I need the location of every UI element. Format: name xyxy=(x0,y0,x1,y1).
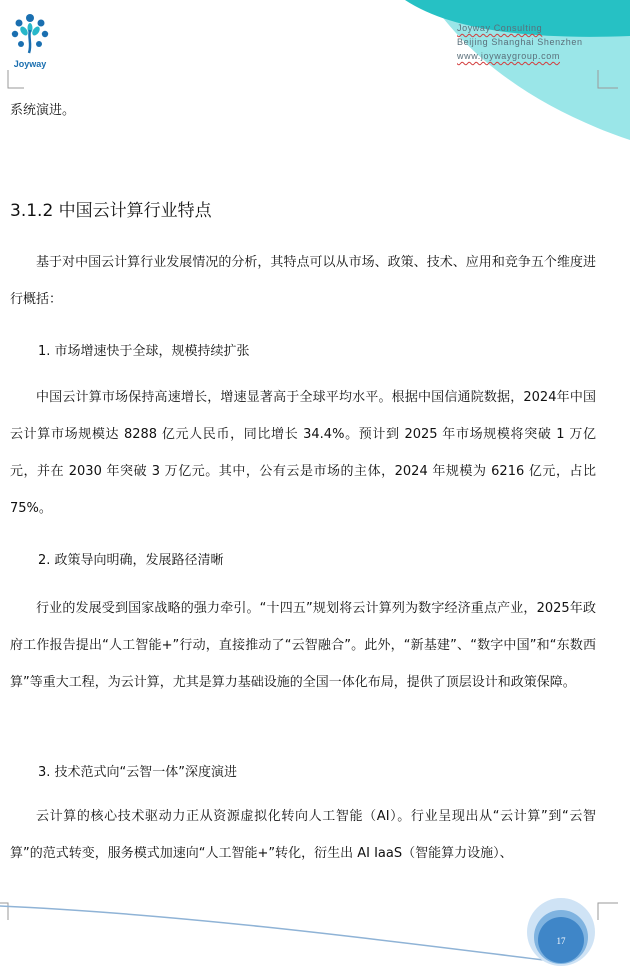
header-line-company: Joyway Consulting xyxy=(457,23,543,33)
carryover-paragraph: 系统演进。 xyxy=(10,103,76,118)
crop-mark-bottom-right xyxy=(598,903,618,920)
header-company-info xyxy=(457,21,583,63)
point-3-body: 云计算的核心技术驱动力正从资源虚拟化转向人工智能（AI）。行业呈现出从“云计算”到“云智算”的范式转变，服务模式加速向“人工智能+”转化，衍生出 AI IaaS（智能算力设施）、 xyxy=(10,809,596,861)
logo-icon xyxy=(10,12,50,54)
point-2-heading: 2. 政策导向明确，发展路径清晰 xyxy=(38,553,224,568)
company-logo xyxy=(8,12,52,69)
point-1-heading: 1. 市场增速快于全球，规模持续扩张 xyxy=(38,344,250,359)
point-2-body: 行业的发展受到国家战略的强力牵引。“十四五”规划将云计算列为数字经济重点产业，2025年政府工作报告提出“人工智能+”行动，直接推动了“云智融合”。此外，“新基建”、“数字中国”和“东数西算”等重大工程，为云计算，尤其是算力基础设施的全国一体化布局，提供了顶层设计和政策保障。 xyxy=(10,601,596,690)
logo-text: Joyway xyxy=(13,59,47,69)
intro-paragraph: 基于对中国云计算行业发展情况的分析，其特点可以从市场、政策、技术、应用和竞争五个维度进行概括： xyxy=(10,255,596,307)
page-number: 17 xyxy=(556,936,566,946)
point-3-heading: 3. 技术范式向“云智一体”深度演进 xyxy=(38,765,238,780)
header-line-cities: Beijing Shanghai Shenzhen xyxy=(457,37,583,47)
section-title: 3.1.2 中国云计算行业特点 xyxy=(10,201,212,221)
footer-line xyxy=(0,906,560,962)
crop-mark-top-left xyxy=(8,70,24,88)
point-1-body: 中国云计算市场保持高速增长，增速显著高于全球平均水平。根据中国信通院数据，2024年中国云计算市场规模达 8288 亿元人民币，同比增长 34.4%。预计到 2025 年市场规模将突破 1 万亿元，并在 2030 年突破 3 万亿元。其中，公有云是市场的主体，2024 年规模为 6216 亿元，占比 75%。 xyxy=(10,390,596,516)
header-line-website: www.joywaygroup.com xyxy=(457,51,560,61)
